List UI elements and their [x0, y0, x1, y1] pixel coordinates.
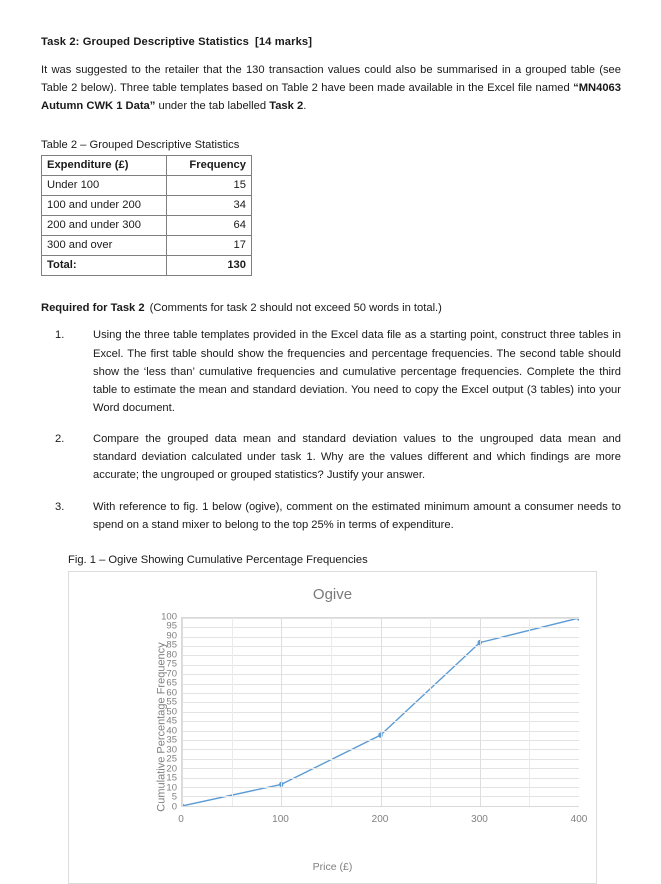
intro-text-part3: .	[303, 100, 307, 113]
column-header-frequency: Frequency	[167, 156, 252, 176]
chart-y-tick-label: 85	[166, 639, 177, 651]
list-item	[41, 326, 621, 417]
required-note: (Comments for task 2 should not exceed 50 words in total.)	[149, 302, 442, 315]
required-heading-text: Required for Task 2	[41, 302, 145, 315]
ogive-chart	[68, 571, 597, 884]
table-caption: Table 2 – Grouped Descriptive Statistics	[41, 139, 240, 152]
intro-text-part1: It was suggested to the retailer that the 130 transaction values could also be summarised in a grouped table (see Table 2 below). Three table templates based on Table 2 have been made available in the Excel file named	[41, 64, 621, 95]
chart-y-axis-ticks	[139, 611, 177, 813]
chart-y-tick-label: 45	[166, 715, 177, 727]
chart-y-tick-label: 25	[166, 753, 177, 765]
chart-y-tick-label: 15	[166, 772, 177, 784]
chart-x-tick-label: 200	[371, 813, 389, 825]
required-heading	[41, 302, 621, 314]
list-item-number: 2.	[55, 433, 65, 446]
column-header-expenditure: Expenditure (£)	[42, 156, 167, 176]
list-item-text: Compare the grouped data mean and standard deviation values to the ungrouped data mean and standard deviation calculated under task 1. Why are the values different and which findings are more accurate; the ungrouped or grouped statistics? Justify your answer.	[93, 433, 621, 482]
chart-y-tick-label: 60	[166, 687, 177, 699]
chart-y-tick-label: 10	[166, 782, 177, 794]
chart-x-axis-ticks	[178, 809, 588, 825]
list-item-number: 1.	[55, 329, 65, 342]
chart-y-tick-label: 70	[166, 668, 177, 680]
table-row	[42, 216, 252, 236]
table-header-row	[42, 156, 252, 176]
table-row	[42, 176, 252, 196]
cell-frequency: 64	[167, 216, 252, 236]
table-row	[42, 236, 252, 256]
chart-y-axis-title: Cumulative Percentage Frequency	[155, 642, 168, 813]
cell-frequency: 34	[167, 196, 252, 216]
chart-gridline-vertical	[182, 618, 183, 806]
cell-expenditure: 200 and under 300	[42, 216, 167, 236]
cell-total-label: Total:	[42, 256, 167, 276]
chart-gridline-vertical	[331, 618, 332, 806]
figure-caption: Fig. 1 – Ogive Showing Cumulative Percentage Frequencies	[68, 553, 368, 566]
chart-y-tick-label: 5	[171, 791, 177, 803]
chart-x-axis-title: Price (£)	[312, 860, 353, 873]
chart-y-tick-label: 80	[166, 649, 177, 661]
list-item-number: 3.	[55, 500, 65, 513]
cell-expenditure: 100 and under 200	[42, 196, 167, 216]
chart-plot-area	[181, 617, 579, 807]
task-title-text: Task 2: Grouped Descriptive Statistics	[41, 36, 249, 48]
list-item	[41, 498, 621, 534]
chart-y-tick-label: 30	[166, 744, 177, 756]
chart-x-tick-label: 0	[178, 813, 184, 825]
chart-x-tick-label: 300	[471, 813, 488, 825]
chart-x-tick-label: 400	[570, 813, 588, 825]
intro-text-part2: under the tab labelled	[155, 100, 270, 113]
chart-gridline-vertical	[281, 618, 282, 806]
cell-expenditure: Under 100	[42, 176, 167, 196]
chart-y-tick-label: 95	[166, 620, 177, 632]
chart-y-tick-label: 35	[166, 734, 177, 746]
chart-y-tick-label: 20	[166, 763, 177, 775]
chart-gridline-vertical	[529, 618, 530, 806]
excel-tab-name: Task 2	[269, 100, 304, 113]
chart-y-tick-label: 75	[166, 658, 177, 670]
table-total-row	[42, 256, 252, 276]
cell-frequency: 15	[167, 176, 252, 196]
chart-gridline-vertical	[480, 618, 481, 806]
task-marks: [14 marks]	[254, 36, 313, 48]
grouped-statistics-table	[41, 155, 252, 276]
cell-frequency: 17	[167, 236, 252, 256]
list-item	[41, 430, 621, 484]
chart-gridline-vertical	[381, 618, 382, 806]
excel-file-name: “MN4063 Autumn CWK 1 Data”	[41, 82, 621, 113]
chart-gridline-vertical	[430, 618, 431, 806]
list-item-text: Using the three table templates provided in the Excel data file as a starting point, construct three tables in Excel. The first table should show the frequencies and percentage frequencies. The second table should show the ‘less than’ cumulative frequencies and cumulative percentage frequencies. Complete the third table to estimate the mean and standard deviation. You need to copy the Excel output (3 tables) into your Word document.	[93, 329, 621, 414]
chart-gridline-horizontal	[182, 806, 579, 807]
list-item-text: With reference to fig. 1 below (ogive), comment on the estimated minimum amount a consumer needs to spend on a stand mixer to belong to the top 25% in terms of expenditure.	[93, 500, 621, 531]
chart-y-tick-label: 100	[161, 611, 177, 623]
table-row	[42, 196, 252, 216]
chart-plot-wrapper	[139, 611, 588, 833]
chart-y-tick-label: 55	[166, 696, 177, 708]
chart-x-tick-label: 100	[272, 813, 289, 825]
chart-title: Ogive	[312, 585, 353, 603]
cell-expenditure: 300 and over	[42, 236, 167, 256]
chart-y-tick-label: 50	[166, 706, 177, 718]
task-intro-paragraph	[41, 61, 621, 115]
chart-y-tick-label: 90	[166, 630, 177, 642]
page-title	[41, 36, 621, 48]
chart-gridline-vertical	[232, 618, 233, 806]
chart-y-tick-label: 65	[166, 677, 177, 689]
cell-total-value: 130	[167, 256, 252, 276]
chart-y-tick-label: 40	[166, 725, 177, 737]
chart-y-tick-label: 0	[171, 801, 177, 813]
required-task-list	[41, 326, 621, 533]
